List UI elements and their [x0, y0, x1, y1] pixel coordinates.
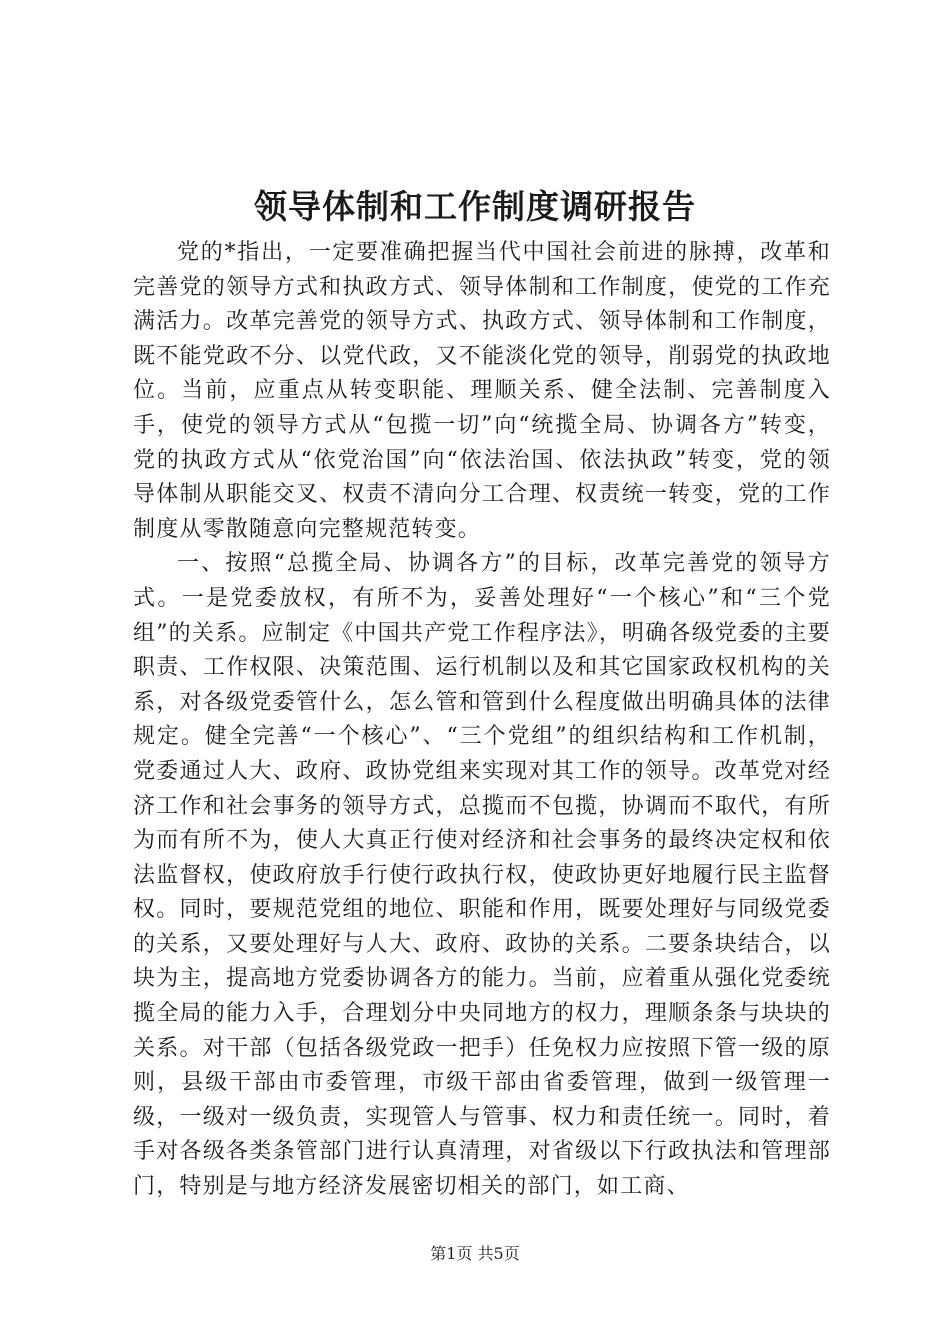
paragraph-section-one: 一、按照“总揽全局、协调各方”的目标，改革完善党的领导方式。一是党委放权，有所不为，妥善处理好“一个核心”和“三个党组”的关系。应制定《中国共产党工作程序法》，明确各级党委的主要职责、工作权限、决策范围、运行机制以及和其它国家政权机构的关系，对各级党委管什么，怎么管和管到什么程度做出明确具体的法律规定。健全完善“一个核心”、“三个党组”的组织结构和工作机制，党委通过人大、政府、政协党组来实现对其工作的领导。改革党对经济工作和社会事务的领导方式，总揽而不包揽，协调而不取代，有所为而有所不为，使人大真正行使对经济和社会事务的最终决定权和依法监督权，使政府放手行使行政执行权，使政协更好地履行民主监督权。同时，要规范党组的地位、职能和作用，既要处理好与同级党委的关系，又要处理好与人大、政府、政协的关系。二要条块结合，以块为主，提高地方党委协调各方的能力。当前，应着重从强化党委统揽全局的能力入手，合理划分中央同地方的权力，理顺条条与块块的关系。对干部（包括各级党政一把手）任免权力应按照下管一级的原则，县级干部由市委管理，市级干部由省委管理，做到一级管理一级，一级对一级负责，实现管人与管事、权力和责任统一。同时，着手对各级各类条管部门进行认真清理，对省级以下行政执法和管理部门，特别是与地方经济发展密切相关的部门，如工商、: [133, 551, 831, 1200]
paragraph-intro: 党的*指出，一定要准确把握当代中国社会前进的脉搏，改革和完善党的领导方式和执政方式、领导体制和工作制度，使党的工作充满活力。改革完善党的领导方式、执政方式、领导体制和工作制度，既不能党政不分、以党代政，又不能淡化党的领导，削弱党的执政地位。当前，应重点从转变职能、理顺关系、健全法制、完善制度入手，使党的领导方式从“包揽一切”向“统揽全局、协调各方”转变，党的执政方式从“依党治国”向“依法治国、依法执政”转变，党的领导体制从职能交叉、权责不清向分工合理、权责统一转变，党的工作制度从零散随意向完整规范转变。: [133, 240, 831, 542]
document-body: [133, 236, 831, 1205]
page-footer: 第1页 共5页: [430, 1244, 520, 1263]
document-title: 领导体制和工作制度调研报告: [254, 187, 696, 226]
